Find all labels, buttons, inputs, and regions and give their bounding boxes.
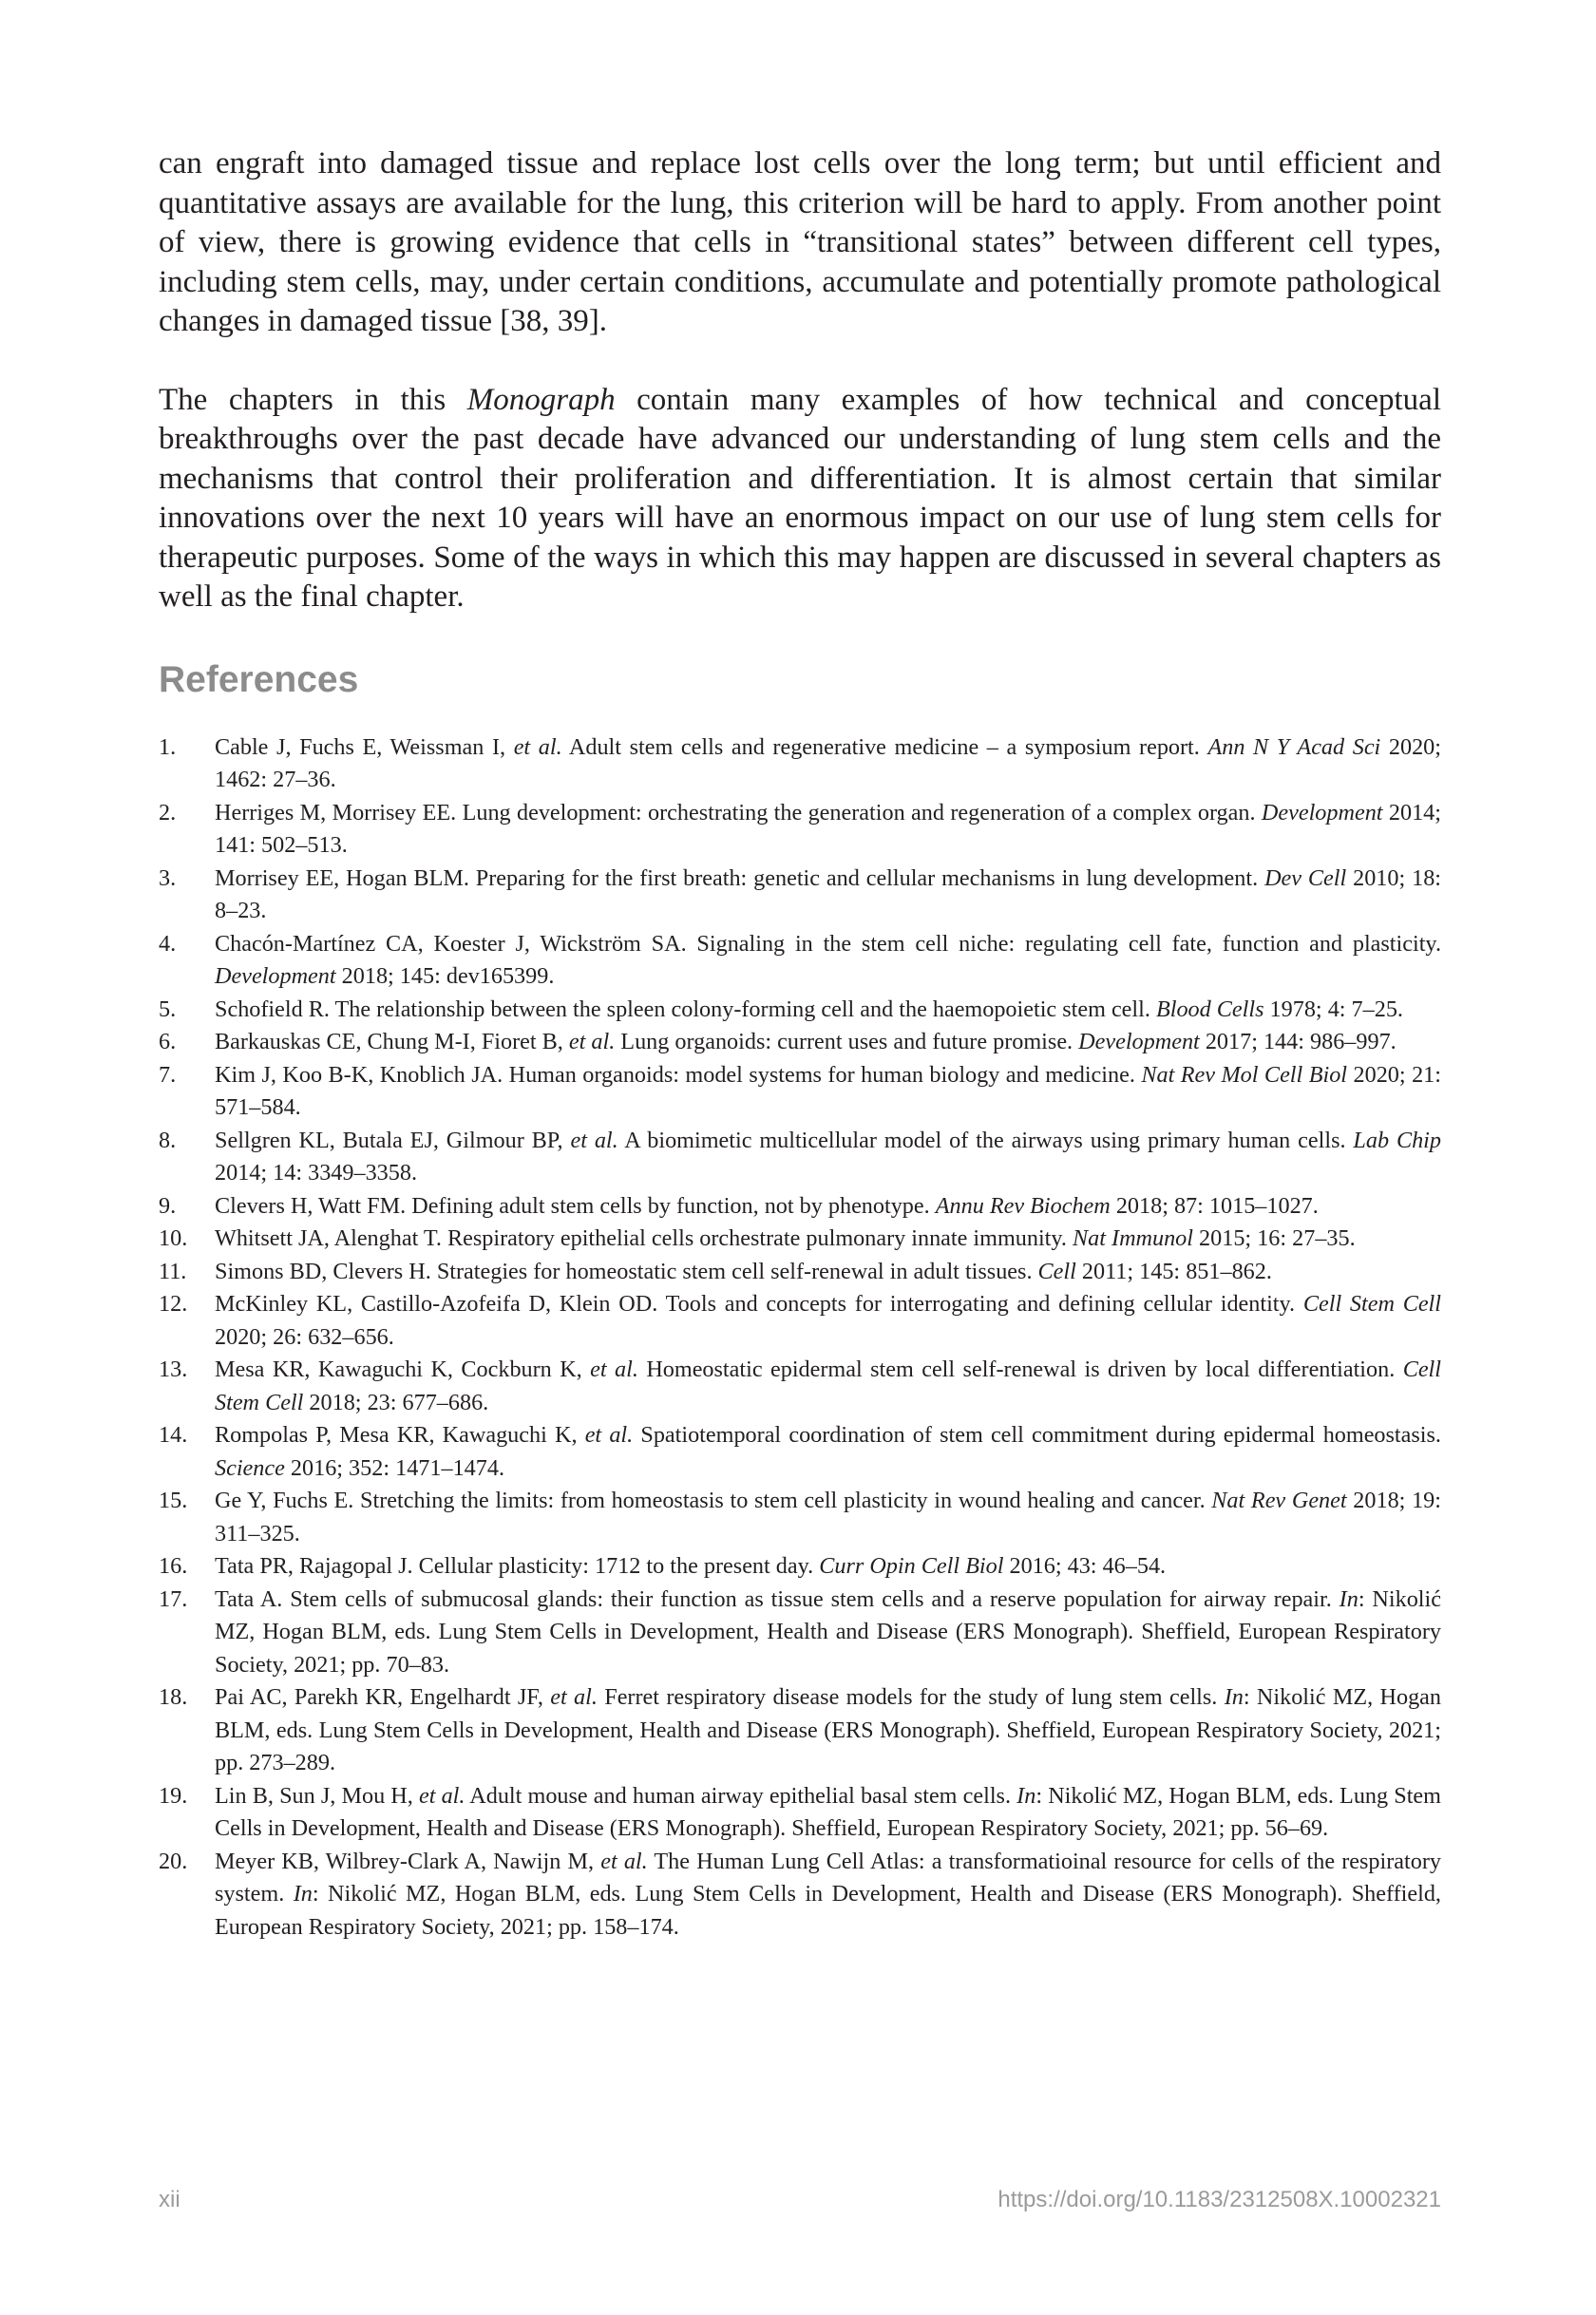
text-run: 2018; 23: 677–686. — [303, 1389, 489, 1415]
italic-text: Curr Opin Cell Biol — [819, 1553, 1004, 1579]
reference-number: 11. — [159, 1258, 187, 1284]
text-run: 2010; 18: 8–23. — [215, 864, 1442, 923]
reference-number: 18. — [159, 1684, 188, 1710]
reference-text — [215, 1783, 1441, 1842]
text-run: Chacón-Martínez CA, Koester J, Wickström SA. Signaling in the stem cell niche: regulating cell fate, function and plasticity. — [215, 930, 1441, 957]
text-run: contain many examples of how technical and conceptual breakthroughs over the past decade have advanced our understanding of lung stem cells and the mechanisms that control their proliferation and differentiation. It is almost certain that similar innovations over the next 10 years will have an enormous impact on our use of lung stem cells for therapeutic purposes. Some of the ways in which this may happen are discussed in several chapters as well as the final chapter. — [159, 382, 1441, 614]
italic-text: Annu Rev Biochem — [935, 1192, 1111, 1219]
reference-item — [159, 797, 1441, 863]
text-run: 2011; 145: 851–862. — [1075, 1258, 1272, 1284]
text-run: Cable J, Fuchs E, Weissman I, — [215, 733, 514, 760]
reference-item — [159, 1419, 1441, 1485]
reference-list — [159, 731, 1441, 1945]
page-number: xii — [159, 2187, 180, 2212]
italic-text: Cell Stem Cell — [1302, 1291, 1441, 1317]
reference-text — [215, 1062, 1441, 1121]
reference-number: 20. — [159, 1848, 188, 1874]
text-run: Spatiotemporal coordination of stem cell commitment during epidermal homeostasis. — [633, 1422, 1441, 1448]
text-run: 2014; 141: 502–513. — [215, 799, 1441, 858]
page-footer — [159, 2187, 1441, 2213]
reference-number: 5. — [159, 996, 177, 1022]
text-run: Barkauskas CE, Chung M-I, Fioret B, — [215, 1029, 569, 1054]
reference-item — [159, 928, 1441, 994]
text-run: Lin B, Sun J, Mou H, — [215, 1782, 419, 1809]
text-run: Homeostatic epidermal stem cell self-renewal is driven by local differentiation. — [637, 1357, 1403, 1382]
text-run: Adult stem cells and regenerative medicine – a symposium report. — [561, 733, 1208, 760]
text-run: : Nikolić MZ, Hogan BLM, eds. Lung Stem Cells in Development, Health and Disease (ERS Monograph). Sheffield, European Respiratory Society, 2021; pp. 158–174. — [215, 1881, 1441, 1940]
doi-link[interactable]: https://doi.org/10.1183/2312508X.10002321 — [998, 2187, 1441, 2212]
text-run: 2014; 14: 3349–3358. — [215, 1160, 417, 1186]
text-run: : Nikolić MZ, Hogan BLM, eds. Lung Stem Cells in Development, Health and Disease (ERS Monograph). Sheffield, European Respiratory Society, 2021; pp. 56–69. — [215, 1782, 1441, 1841]
reference-number: 6. — [159, 1029, 177, 1054]
text-run: 1978; 4: 7–25. — [1264, 996, 1403, 1022]
italic-text: Cell Stem Cell — [215, 1357, 1441, 1415]
reference-item — [159, 1256, 1441, 1289]
reference-item — [159, 1288, 1441, 1354]
reference-number: 8. — [159, 1127, 177, 1153]
reference-item — [159, 1485, 1441, 1550]
text-run: Ferret respiratory disease models for the study of lung stem cells. — [597, 1684, 1225, 1710]
reference-item — [159, 731, 1441, 797]
body-text — [159, 144, 1441, 617]
reference-text — [215, 865, 1441, 924]
reference-item — [159, 1223, 1441, 1256]
reference-number: 7. — [159, 1061, 177, 1088]
reference-text — [215, 996, 1403, 1022]
text-run: 2020; 21: 571–584. — [215, 1061, 1441, 1120]
reference-item — [159, 1190, 1441, 1224]
reference-text — [215, 800, 1441, 859]
text-run: McKinley KL, Castillo-Azofeifa D, Klein OD. Tools and concepts for interrogating and defining cellular identity. — [215, 1291, 1303, 1317]
italic-text: et al. — [600, 1848, 648, 1874]
reference-item — [159, 1584, 1441, 1682]
text-run: Simons BD, Clevers H. Strategies for homeostatic stem cell self-renewal in adult tissues. — [215, 1258, 1038, 1284]
reference-text — [215, 1259, 1272, 1284]
text-run: Mesa KR, Kawaguchi K, Cockburn K, — [215, 1357, 591, 1382]
reference-number: 10. — [159, 1225, 188, 1251]
text-run: 2020; 26: 632–656. — [215, 1323, 394, 1350]
references-heading: References — [159, 658, 359, 700]
text-run: 2018; 87: 1015–1027. — [1110, 1192, 1319, 1219]
text-run: Meyer KB, Wilbrey-Clark A, Nawijn M, — [215, 1848, 601, 1874]
text-run: The chapters in this — [159, 382, 467, 417]
reference-text — [215, 1291, 1441, 1350]
text-run: Herriges M, Morrisey EE. Lung development: orchestrating the generation and regeneration of a complex organ. — [215, 799, 1262, 825]
text-run: : Nikolić MZ, Hogan BLM, eds. Lung Stem Cells in Development, Health and Disease (ERS Monograph). Sheffield, European Respiratory Society, 2021; pp. 273–289. — [215, 1684, 1441, 1775]
italic-text: Development — [1261, 799, 1383, 825]
text-run: 2018; 19: 311–325. — [215, 1488, 1441, 1546]
italic-text: In — [1016, 1782, 1036, 1809]
reference-text — [215, 1849, 1441, 1940]
italic-text: Dev Cell — [1264, 864, 1347, 891]
text-run: Tata PR, Rajagopal J. Cellular plasticity: 1712 to the present day. — [215, 1553, 820, 1579]
text-run: Whitsett JA, Alenghat T. Respiratory epithelial cells orchestrate pulmonary innate immunity. — [215, 1225, 1074, 1251]
text-run: Rompolas P, Mesa KR, Kawaguchi K, — [215, 1422, 585, 1448]
reference-number: 15. — [159, 1488, 188, 1513]
italic-text: Development — [1078, 1029, 1200, 1054]
page-content — [159, 144, 1441, 1944]
text-run: can engraft into damaged tissue and replace lost cells over the long term; but until efficient and quantitative assays are available for the lung, this criterion will be hard to apply. From another point of view, there is growing evidence that cells in “transitional states” between different cell types, including stem cells, may, under certain conditions, accumulate and potentially promote pathological changes in damaged tissue [38, 39]. — [159, 146, 1441, 338]
text-run: Ge Y, Fuchs E. Stretching the limits: from homeostasis to stem cell plasticity in wound healing and cancer. — [215, 1488, 1212, 1513]
reference-number: 4. — [159, 930, 177, 957]
italic-text: et al. — [584, 1422, 634, 1448]
italic-text: Ann N Y Acad Sci — [1207, 733, 1381, 760]
reference-item — [159, 994, 1441, 1027]
text-run: Pai AC, Parekh KR, Engelhardt JF, — [215, 1684, 551, 1710]
reference-text — [215, 1225, 1356, 1251]
reference-text — [215, 1029, 1396, 1054]
italic-text: Blood Cells — [1155, 996, 1264, 1022]
text-run: Adult mouse and human airway epithelial basal stem cells. — [465, 1782, 1017, 1809]
text-run: 2016; 352: 1471–1474. — [284, 1454, 504, 1481]
reference-item — [159, 1550, 1441, 1584]
reference-number: 13. — [159, 1357, 188, 1382]
reference-item — [159, 1059, 1441, 1125]
reference-text — [215, 1684, 1441, 1775]
reference-text — [215, 734, 1441, 793]
text-run: 2017; 144: 986–997. — [1199, 1029, 1396, 1054]
body-paragraph — [159, 381, 1441, 617]
reference-number: 12. — [159, 1291, 188, 1317]
reference-number: 9. — [159, 1192, 177, 1219]
text-run: Tata A. Stem cells of submucosal glands: their function as tissue stem cells and a reserve population for airway repair. — [215, 1585, 1340, 1612]
italic-text: Nat Rev Mol Cell Biol — [1141, 1061, 1348, 1088]
reference-item — [159, 1780, 1441, 1846]
reference-text — [215, 1488, 1441, 1546]
italic-text: et al. — [550, 1684, 598, 1710]
text-run: The Human Lung Cell Atlas: a transformatioinal resource for cells of the respiratory system. — [215, 1848, 1441, 1907]
italic-text: In — [293, 1881, 313, 1907]
reference-item — [159, 863, 1441, 928]
italic-text: Monograph — [466, 382, 616, 417]
reference-number: 1. — [159, 733, 177, 760]
italic-text: et al. — [568, 1029, 616, 1054]
text-run: Sellgren KL, Butala EJ, Gilmour BP, — [215, 1127, 571, 1153]
reference-text — [215, 931, 1441, 990]
italic-text: et al. — [418, 1782, 466, 1809]
reference-number: 16. — [159, 1553, 188, 1579]
reference-text — [215, 1422, 1441, 1481]
reference-text — [215, 1193, 1319, 1219]
text-run: 2018; 145: dev165399. — [335, 963, 555, 989]
reference-number: 14. — [159, 1422, 188, 1448]
reference-text — [215, 1586, 1441, 1678]
reference-item — [159, 1125, 1441, 1190]
reference-number: 3. — [159, 864, 177, 891]
italic-text: Nat Immunol — [1073, 1225, 1193, 1251]
body-paragraph — [159, 144, 1441, 342]
reference-number: 19. — [159, 1782, 188, 1809]
italic-text: Development — [215, 963, 336, 989]
text-run: 2020; 1462: 27–36. — [215, 733, 1441, 792]
reference-number: 2. — [159, 799, 177, 825]
text-run: A biomimetic multicellular model of the airways using primary human cells. — [618, 1127, 1354, 1153]
reference-item — [159, 1846, 1441, 1945]
reference-text — [215, 1553, 1166, 1579]
reference-item — [159, 1026, 1441, 1059]
italic-text: Cell — [1037, 1258, 1076, 1284]
italic-text: In — [1224, 1684, 1244, 1710]
reference-number: 17. — [159, 1585, 188, 1612]
reference-item — [159, 1354, 1441, 1419]
italic-text: et al. — [590, 1357, 638, 1382]
text-run: 2015; 16: 27–35. — [1193, 1225, 1356, 1251]
italic-text: et al. — [513, 733, 562, 760]
reference-item — [159, 1681, 1441, 1780]
text-run: : Nikolić MZ, Hogan BLM, eds. Lung Stem Cells in Development, Health and Disease (ERS Monograph). Sheffield, European Respiratory Society, 2021; pp. 70–83. — [215, 1585, 1441, 1678]
italic-text: Science — [215, 1454, 285, 1481]
text-run: Schofield R. The relationship between the spleen colony-forming cell and the haemopoietic stem cell. — [215, 996, 1156, 1022]
reference-text — [215, 1128, 1441, 1186]
italic-text: In — [1339, 1585, 1358, 1612]
italic-text: et al. — [570, 1127, 618, 1153]
text-run: Kim J, Koo B-K, Knoblich JA. Human organoids: model systems for human biology and medicine. — [215, 1061, 1142, 1088]
text-run: 2016; 43: 46–54. — [1003, 1553, 1167, 1579]
text-run: Lung organoids: current uses and future promise. — [615, 1029, 1079, 1054]
italic-text: Lab Chip — [1353, 1127, 1441, 1153]
italic-text: Nat Rev Genet — [1211, 1488, 1347, 1513]
text-run: Clevers H, Watt FM. Defining adult stem cells by function, not by phenotype. — [215, 1192, 936, 1219]
reference-text — [215, 1357, 1441, 1415]
text-run: Morrisey EE, Hogan BLM. Preparing for the first breath: genetic and cellular mechanisms in lung development. — [215, 864, 1265, 891]
